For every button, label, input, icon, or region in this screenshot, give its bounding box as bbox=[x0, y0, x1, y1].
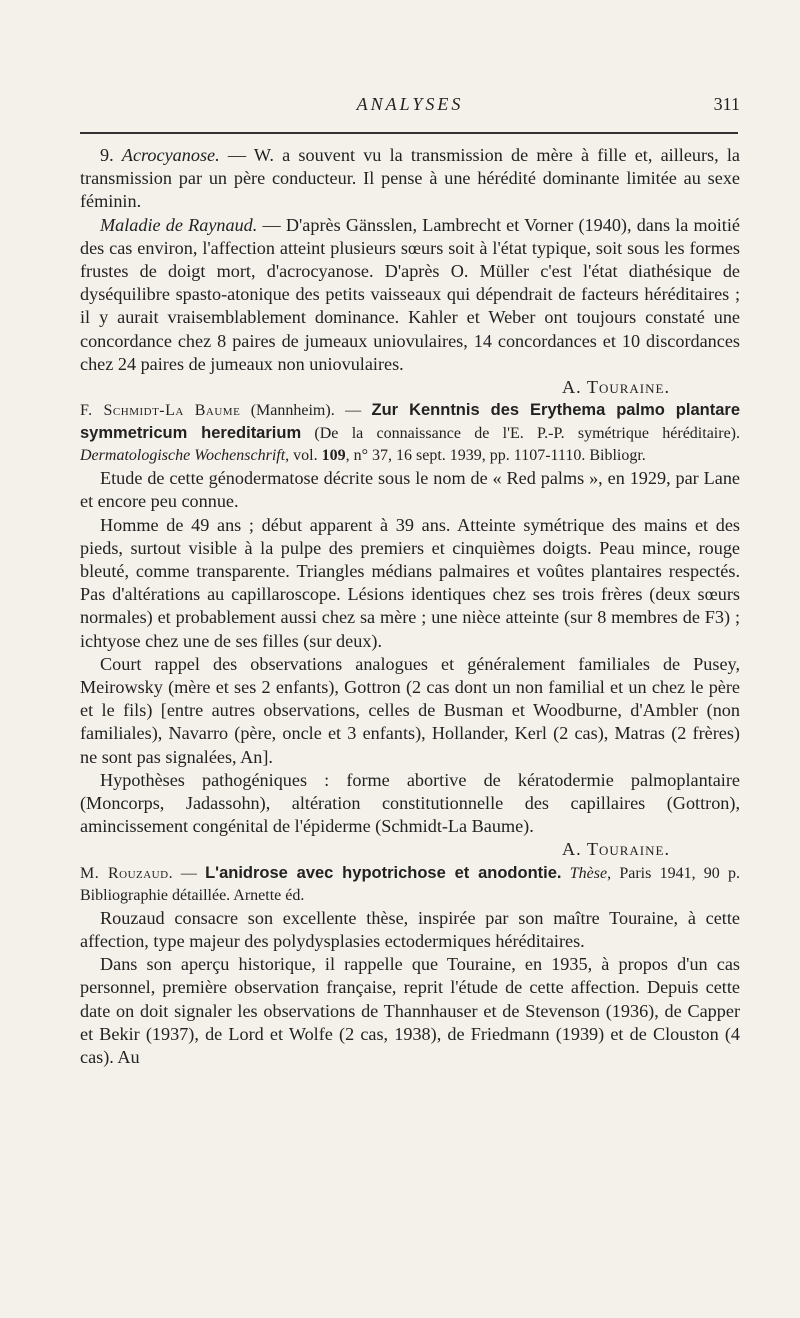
paragraph: Rouzaud consacre son excellente thèse, inspirée par son maître Touraine, à cette affection, type majeur des polydysplasies ectodermiques héréditaires. bbox=[80, 907, 740, 951]
paragraph: Etude de cette génodermatose décrite sous le nom de « Red palms », en 1929, par Lane et encore peu connue. bbox=[80, 468, 740, 512]
entry-author: M. Rouzaud bbox=[80, 864, 169, 882]
entry-dash: . — bbox=[168, 864, 206, 882]
page-number: 311 bbox=[713, 94, 740, 114]
entry-header-schmidt bbox=[80, 399, 740, 467]
entry-place: (Mannheim). — bbox=[240, 402, 372, 420]
paragraph: Dans son aperçu historique, il rappelle que Touraine, en 1935, à propos d'un cas personnel, première observation française, reprit l'étude de cette affection. Depuis cette date on doit signaler les observations de Thannhauser et de Stevenson (1936), de Capper et Bekir (1937), de Lord et Wolfe (2 cas, 1938), de Friedmann (1939) et de Clouston (4 cas). Au bbox=[80, 954, 740, 1067]
signature: A. Touraine. bbox=[561, 377, 670, 398]
journal-name: Dermatologische Wochenschrift bbox=[80, 447, 286, 465]
section-title-raynaud: Maladie de Raynaud. bbox=[100, 214, 258, 235]
page-header bbox=[80, 90, 740, 130]
citation-details: , Paris 1941, 90 p. Bibliographie détaillée. Arnette éd. bbox=[80, 864, 741, 904]
these-label: Thèse bbox=[569, 864, 608, 882]
body-text bbox=[80, 144, 740, 1069]
entry-author: F. Schmidt-La Baume bbox=[80, 402, 241, 420]
entry-header-rouzaud bbox=[80, 862, 740, 907]
paragraph: Homme de 49 ans ; début apparent à 39 ans. Atteinte symétrique des mains et des pieds, surtout visible à la pulpe des premiers et cinquièmes doigts. Peau mince, rouge bleuté, comme transparente. Triangles médians palmaires et voûtes plantaires respectés. Pas d'altérations au capillaroscope. Lésions identiques chez ses trois frères (deux sœurs normales) et probablement aussi chez sa mère ; une nièce atteinte (sur 8 membres de F3) ; ichtyose chez une de ses filles (sur deux). bbox=[80, 514, 740, 651]
raynaud-text: — D'après Gänsslen, Lambrecht et Vorner (1940), dans la moitié des cas environ, l'affection atteint plusieurs sœurs soit à l'état typique, soit sous les formes frustes de doigt mort, d'acrocyanose. D'après O. Müller c'est l'état diathésique de dyséquilibre spasto-atonique des petits vaisseaux qui dépendrait de facteurs héréditaires ; il y aurait vraisemblablement dominance. Kahler et Weber ont toujours constaté une concordance chez 8 paires de jumeaux uniovulaires, 14 concordances et 10 discordances chez 24 paires de jumeaux non uniovulaires. bbox=[80, 214, 740, 374]
paragraph: Court rappel des observations analogues et généralement familiales de Pusey, Meirowsky (mère et ses 2 enfants), Gottron (2 cas dont un non familial et un chez le père et le fils) [entre autres observations, celles de Busman et Woodburne, d'Ambler (non familiales), Navarro (père, oncle et 3 enfants), Hollander, Kerl (2 cas), Matras (2 frères) ne sont pas signalées, An]. bbox=[80, 653, 740, 767]
article-title: Zur Kenntnis des Erythema palmo plantare symmetricum hereditarium bbox=[80, 401, 740, 443]
paragraph: Hypothèses pathogéniques : forme abortive de kératodermie palmoplantaire (Moncorps, Jadassohn), altération constitutionnelle des capillaires (Gottron), amincissement congénital de l'épiderme (Schmidt-La Baume). bbox=[80, 769, 740, 837]
article-title: L'anidrose avec hypotrichose et anodontie. bbox=[205, 863, 562, 882]
section-raynaud bbox=[80, 214, 740, 376]
running-title: ANALYSES bbox=[356, 94, 464, 114]
volume-prefix: , vol. bbox=[285, 447, 322, 465]
article-translation: (De la connaissance de l'E. P.-P. symétrique héréditaire). bbox=[301, 425, 740, 443]
citation-details: , n° 37, 16 sept. 1939, pp. 1107-1110. Bibliogr. bbox=[345, 447, 646, 465]
section-number: 9. bbox=[100, 145, 122, 165]
section-acrocyanose bbox=[80, 144, 740, 214]
header-rule bbox=[80, 132, 738, 134]
volume-number: 109 bbox=[321, 447, 346, 465]
section-title-acrocyanose: Acrocyanose. bbox=[121, 145, 220, 165]
acrocyanose-text: — W. a souvent vu la transmission de mère à fille et, ailleurs, la transmission par un père conducteur. Il pense à une hérédité dominante limitée au sexe féminin. bbox=[80, 145, 740, 212]
signature: A. Touraine. bbox=[561, 839, 670, 860]
